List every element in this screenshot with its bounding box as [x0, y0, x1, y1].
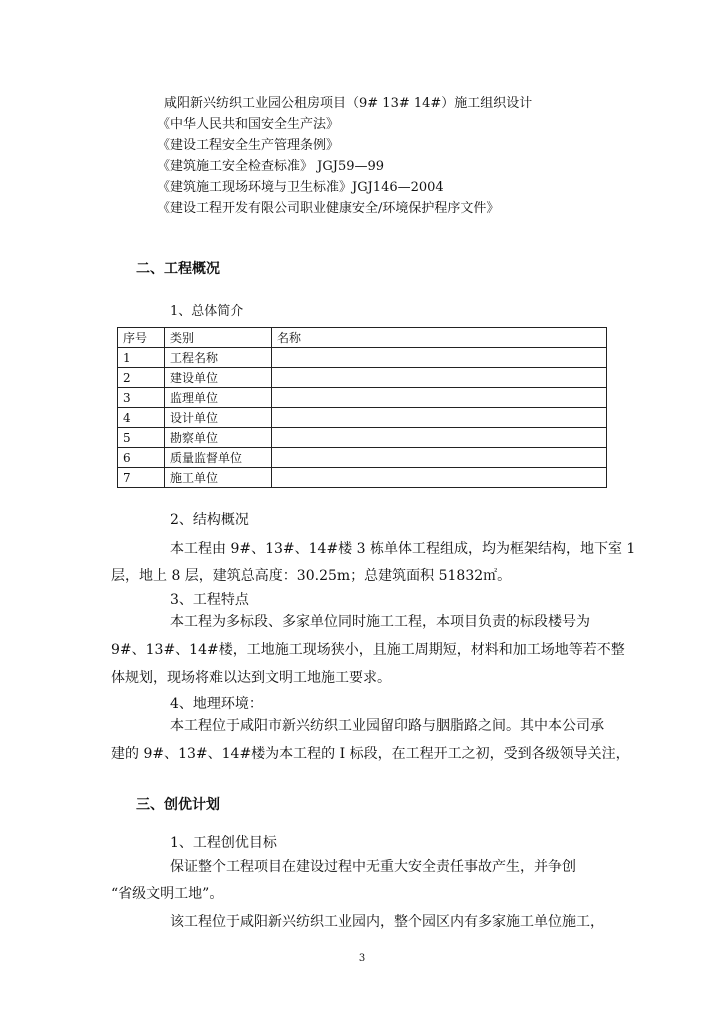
subsection-title: 4、地理环境：: [170, 696, 263, 712]
body-text-line: 本工程由 9#、13#、14#楼 3 栋单体工程组成，均为框架结构，地下室 1: [170, 541, 636, 557]
reference-line: 《建设工程开发有限公司职业健康安全/环境保护程序文件》: [157, 201, 500, 216]
table-cell: 监理单位: [165, 388, 272, 408]
reference-line: 《建设工程安全生产管理条例》: [157, 138, 340, 153]
reference-line: 《建筑施工安全检查标准》 JGJ59—99: [157, 159, 385, 174]
subsection-title: 1、总体简介: [170, 304, 244, 319]
table-cell: 4: [118, 408, 165, 428]
table-cell: 质量监督单位: [165, 448, 272, 468]
subsection-title: 3、工程特点: [170, 592, 249, 608]
project-info-table: [117, 327, 607, 488]
body-text-line: 该工程位于咸阳新兴纺织工业园内，整个园区内有多家施工单位施工，: [170, 914, 604, 930]
table-cell: 2: [118, 368, 165, 388]
table-cell: [272, 468, 607, 488]
table-row: [118, 428, 607, 448]
table-cell: 3: [118, 388, 165, 408]
table-row: [118, 348, 607, 368]
body-text-line: 9#、13#、14#楼，工地施工现场狭小，且施工周期短，材料和加工场地等若不整: [111, 642, 625, 658]
table-cell: 7: [118, 468, 165, 488]
table-header-cell: 名称: [272, 328, 607, 348]
table-cell: [272, 408, 607, 428]
body-text-line: 层，地上 8 层，建筑总高度：30.25m；总建筑面积 51832㎡。: [111, 568, 512, 584]
table-row: [118, 368, 607, 388]
table-row: [118, 468, 607, 488]
table-cell: [272, 368, 607, 388]
subsection-title: 2、结构概况: [170, 512, 249, 528]
table-cell: 1: [118, 348, 165, 368]
subsection-title: 1、工程创优目标: [170, 835, 277, 851]
reference-line: 咸阳新兴纺织工业园公租房项目（9# 13# 14#）施工组织设计: [164, 96, 533, 111]
reference-line: 《中华人民共和国安全生产法》: [157, 117, 340, 132]
table-cell: 工程名称: [165, 348, 272, 368]
table-cell: [272, 428, 607, 448]
page-number: 3: [358, 953, 366, 964]
body-text-line: “省级文明工地”。: [111, 886, 224, 902]
table-cell: 6: [118, 448, 165, 468]
reference-line: 《建筑施工现场环境与卫生标准》JGJ146—2004: [157, 180, 444, 195]
section-heading: 二、工程概况: [136, 261, 220, 277]
table-cell: 5: [118, 428, 165, 448]
table-cell: [272, 348, 607, 368]
table-row: [118, 388, 607, 408]
table-row: [118, 448, 607, 468]
table-cell: 设计单位: [165, 408, 272, 428]
table-cell: [272, 448, 607, 468]
body-text-line: 保证整个工程项目在建设过程中无重大安全责任事故产生，并争创: [170, 859, 576, 875]
table-cell: [272, 388, 607, 408]
body-text-line: 本工程为多标段、多家单位同时施工工程，本项目负责的标段楼号为: [170, 614, 590, 630]
table-cell: 建设单位: [165, 368, 272, 388]
table-header-cell: 序号: [118, 328, 165, 348]
body-text-line: 本工程位于咸阳市新兴纺织工业园留印路与胭脂路之间。其中本公司承: [170, 718, 604, 734]
section-heading: 三、创优计划: [136, 797, 220, 813]
table-row: [118, 408, 607, 428]
body-text-line: 体规划，现场将难以达到文明工地施工要求。: [111, 670, 391, 686]
table-cell: 施工单位: [165, 468, 272, 488]
table-cell: 勘察单位: [165, 428, 272, 448]
table-header-cell: 类别: [165, 328, 272, 348]
body-text-line: 建的 9#、13#、14#楼为本工程的 I 标段，在工程开工之初，受到各级领导关注，: [111, 746, 630, 762]
table-header-row: [118, 328, 607, 348]
